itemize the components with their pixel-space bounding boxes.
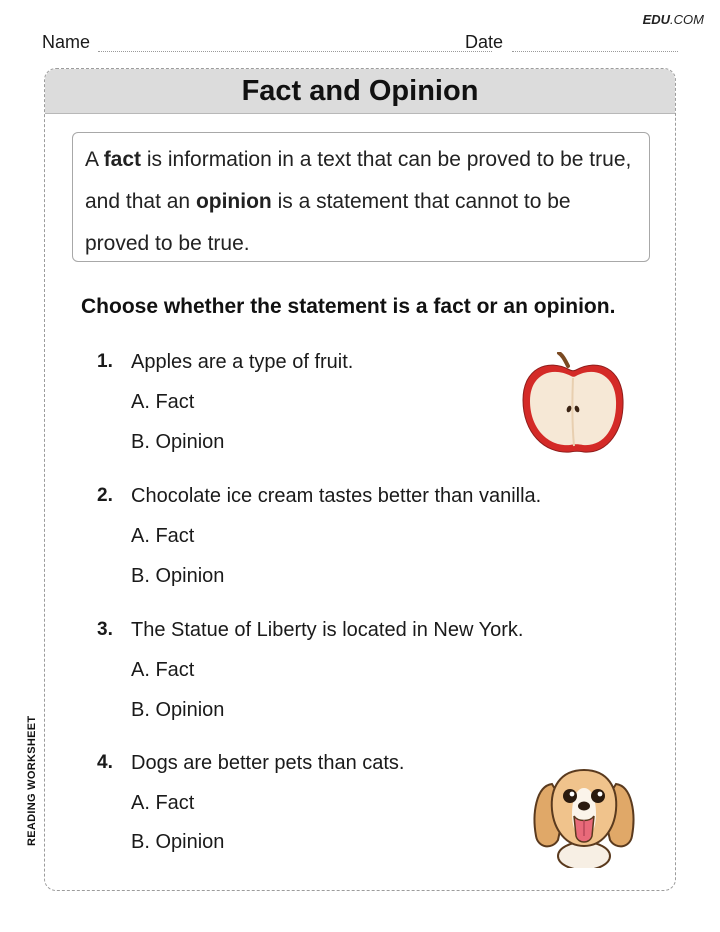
definition-text	[85, 139, 637, 265]
name-label: Name	[42, 32, 91, 52]
instruction-text: Choose whether the statement is a fact or an opinion.	[81, 295, 616, 318]
puppy-icon	[530, 766, 638, 868]
name-field[interactable]	[98, 51, 492, 52]
date-field[interactable]	[512, 51, 678, 52]
brand-logo	[643, 12, 704, 27]
definition-part: is information in a text that can be proved to be true, and that an	[85, 148, 632, 213]
question-number: 1.	[97, 351, 113, 372]
definition-term-opinion: opinion	[195, 190, 272, 213]
definition-part: is a statement that cannot to be proved to be true.	[85, 190, 571, 255]
option-b[interactable]: B. Opinion	[131, 699, 225, 721]
question-text: Chocolate ice cream tastes better than vanilla.	[131, 485, 542, 507]
option-a[interactable]: A. Fact	[131, 525, 195, 547]
name-date-row	[42, 32, 678, 54]
option-b[interactable]: B. Opinion	[131, 831, 225, 853]
option-b[interactable]: B. Opinion	[131, 565, 225, 587]
question-number: 3.	[97, 619, 113, 640]
question-text: Apples are a type of fruit.	[131, 351, 354, 373]
brand-bold: EDU	[642, 12, 671, 27]
question-text: Dogs are better pets than cats.	[131, 752, 405, 774]
side-label: READING WORKSHEET	[26, 715, 38, 846]
definition-part: A	[85, 148, 104, 171]
brand-rest: .COM	[670, 12, 704, 27]
definition-box	[72, 132, 650, 262]
option-a[interactable]: A. Fact	[131, 792, 195, 814]
apple-half-icon	[520, 352, 626, 456]
definition-term-fact: fact	[103, 148, 142, 171]
worksheet-title: Fact and Opinion	[45, 69, 675, 114]
date-label: Date	[465, 32, 504, 52]
option-a[interactable]: A. Fact	[131, 659, 195, 681]
option-b[interactable]: B. Opinion	[131, 431, 225, 453]
option-a[interactable]: A. Fact	[131, 391, 195, 413]
question-number: 2.	[97, 485, 113, 506]
question-text: The Statue of Liberty is located in New York.	[131, 619, 524, 641]
question-number: 4.	[97, 752, 113, 773]
